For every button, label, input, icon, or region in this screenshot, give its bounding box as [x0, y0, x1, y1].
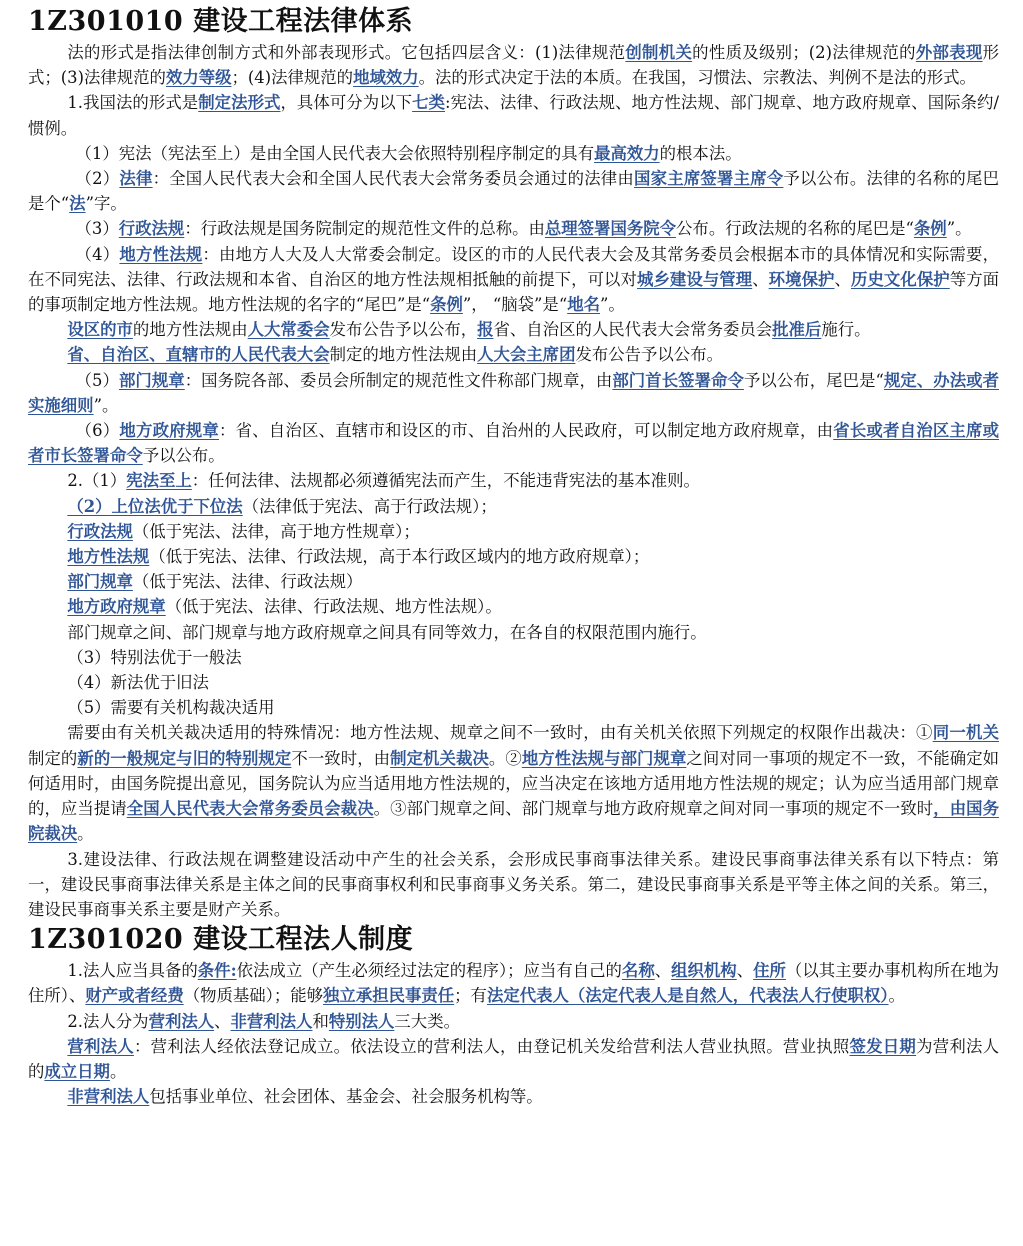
- text-run: 、: [834, 269, 851, 289]
- text-run: 。③部门规章之间、部门规章与地方政府规章之间对同一事项的规定不一致时: [373, 799, 934, 819]
- text-run: 的性质及级别；(2)法律规范的: [692, 43, 916, 62]
- paragraph: [28, 40, 999, 90]
- key-term: 地名: [567, 295, 600, 315]
- text-run: 予以公布，尾巴是“: [743, 370, 884, 390]
- key-term: 法律: [119, 169, 153, 189]
- text-run: （低于宪法、法律、行政法规）: [132, 572, 363, 592]
- text-run: （4）新法优于旧法: [67, 673, 209, 693]
- key-term: 签发日期: [849, 1036, 917, 1056]
- section-title: 1Z301010 建设工程法律体系: [28, 6, 414, 37]
- key-term: 七类: [412, 93, 446, 113]
- text-run: 和: [312, 1011, 329, 1031]
- text-run: （物质基础）；能够: [183, 986, 324, 1006]
- key-term: 成立日期: [44, 1061, 110, 1081]
- text-run: ”。: [93, 395, 119, 415]
- text-run: 1.法人应当具备的: [67, 961, 198, 981]
- paragraph: [28, 620, 999, 645]
- key-term: 设区的市: [67, 320, 133, 340]
- text-run: （法律低于宪法、高于行政法规）；: [242, 496, 497, 516]
- paragraph: [28, 594, 999, 619]
- key-term: 省、自治区、直辖市的人民代表大会: [67, 345, 330, 365]
- key-term: 历史文化保护: [850, 269, 950, 289]
- text-run: 制定的地方性法规由: [329, 345, 478, 365]
- text-run: ：由地方人大及人大常委会制定。设区的市的人民代表大会及其常务委员会根据本市的具体情况和实际需要，在不同宪法、法律、行政法规和本省、自治区的地方性法规相抵触的前提下，可以对: [28, 244, 1000, 289]
- key-term: 报: [477, 320, 494, 340]
- paragraph: [28, 1034, 999, 1084]
- key-term: 外部表现: [915, 43, 983, 62]
- key-term: 条例: [430, 295, 463, 315]
- paragraph: [28, 1084, 999, 1109]
- key-term: 行政法规: [67, 521, 133, 541]
- key-term: 国家主席签署主席令: [634, 169, 784, 189]
- text-run: ：国务院各部、委员会所制定的规范性文件称部门规章，由: [184, 370, 613, 390]
- key-term: 非营利法人: [230, 1011, 313, 1031]
- paragraph: [28, 544, 999, 569]
- text-run: （6）: [75, 421, 120, 441]
- text-run: 。: [109, 1061, 127, 1081]
- text-run: （3）特别法优于一般法: [67, 647, 242, 667]
- text-run: :宪法、法律、行政法规、地方性法规、部门规章、地方政府规章、国际条约/惯例。: [28, 93, 1000, 138]
- text-run: （以其主要办事机构所在地为住所）、: [28, 961, 1000, 1006]
- text-run: （5）需要有关机构裁决适用: [67, 698, 275, 718]
- text-run: 3.建设法律、行政法规在调整建设活动中产生的社会关系，会形成民事商事法律关系。建设民事商事法律关系有以下特点：第一，建设民事商事法律关系是主体之间的民事商事权利和民事商事义务关系。第二，建设民事商事关系是平等主体之间的关系。第三，建设民事商事关系主要是财产关系。: [28, 849, 999, 919]
- key-term: 组织机构: [671, 961, 737, 981]
- text-run: ：行政法规是国务院制定的规范性文件的总称。由: [184, 219, 545, 239]
- text-run: 、: [752, 269, 769, 289]
- text-run: ”。: [599, 295, 625, 315]
- key-term: 环境保护: [768, 269, 835, 289]
- paragraph: [28, 645, 999, 670]
- paragraph: [28, 468, 999, 493]
- text-run: 予以公布。: [142, 446, 225, 466]
- text-run: （2）: [75, 169, 120, 189]
- text-run: 。法的形式决定于法的本质。在我国，习惯法、宗教法、判例不是法的形式。: [418, 68, 976, 88]
- paragraph: [28, 695, 999, 720]
- text-run: （低于宪法、法律、行政法规、地方性法规）。: [165, 597, 502, 617]
- text-run: （低于宪法、法律，高于地方性规章）；: [132, 521, 420, 541]
- text-run: 。: [77, 824, 94, 844]
- text-run: 法的形式是指法律创制方式和外部表现形式。它包括四层含义：(1)法律规范: [67, 43, 626, 62]
- key-term: 人大会主席团: [477, 345, 576, 365]
- text-run: 等方面的事项制定地方性法规。地方性法规的名字的“尾巴”是“: [28, 269, 1000, 315]
- text-run: ：全国人民代表大会和全国人民代表大会常务委员会通过的法律由: [152, 169, 635, 189]
- text-run: 、: [654, 961, 672, 981]
- key-term: 制定法形式: [198, 93, 281, 113]
- key-term: 部门规章: [67, 572, 133, 592]
- text-run: 部门规章之间、部门规章与地方政府规章之间具有同等效力，在各自的权限范围内施行。: [67, 622, 707, 642]
- text-run: 之间对同一事项的规定不一致，不能确定如何适用时，由国务院提出意见，国务院认为应当适用地方性法规的，应当决定在该地方适用地方性法规的规定；认为应当适用部门规章的，应当提请: [28, 748, 1000, 819]
- text-run: 1.我国法的形式是: [67, 93, 199, 113]
- text-run: 需要由有关机关裁决适用的特殊情况：地方性法规、规章之间不一致时，由有关机关依照下列规定的权限作出裁决：①: [67, 723, 933, 743]
- text-run: 发布公告予以公布。: [575, 345, 723, 365]
- text-run: 依法成立（产生必须经过法定的程序）；应当有自己的: [236, 961, 622, 981]
- key-term: 总理签署国务院令: [544, 219, 677, 239]
- text-run: 的地方性法规由: [132, 320, 248, 340]
- key-term: （2）上位法优于下位法: [67, 496, 243, 516]
- key-term: 效力等级: [165, 68, 232, 88]
- key-term: 住所: [753, 961, 786, 981]
- text-run: 省、自治区的人民代表大会常务委员会: [493, 320, 773, 340]
- text-run: 公布。行政法规的名称的尾巴是“: [676, 219, 914, 239]
- key-term: 条例: [913, 219, 947, 239]
- text-run: 的根本法。: [659, 143, 742, 163]
- key-term: 省长或者自治区主席或者市长签署命令: [28, 421, 1000, 466]
- paragraph: [28, 317, 999, 342]
- key-term: 非营利法人: [67, 1087, 150, 1107]
- key-term: 同一机关: [932, 723, 1000, 743]
- text-run: ”字。: [85, 194, 127, 214]
- paragraph: [28, 418, 999, 468]
- text-run: ；有: [454, 986, 487, 1006]
- text-run: 发布公告予以公布，: [329, 320, 478, 340]
- paragraph: [28, 847, 999, 923]
- paragraph: [28, 216, 999, 241]
- paragraph: [28, 494, 999, 519]
- text-run: （3）: [75, 219, 119, 239]
- text-run: 。②: [488, 748, 522, 768]
- key-term: 宪法至上: [126, 471, 192, 491]
- text-run: ：任何法律、法规都必须遵循宪法而产生，不能违背宪法的基本准则。: [191, 471, 700, 491]
- key-term: 规定、办法或者实施细则: [28, 370, 1000, 415]
- text-run: 制定的: [28, 748, 78, 768]
- key-term: 最高效力: [594, 143, 660, 163]
- text-run: 。: [888, 986, 905, 1006]
- key-term: 特别法人: [328, 1011, 395, 1031]
- text-run: 形式；(3)法律规范的: [28, 43, 1000, 88]
- key-term: 地方性法规: [119, 244, 203, 264]
- paragraph: [28, 720, 999, 846]
- text-run: （低于宪法、法律、行政法规，高于本行政区域内的地方政府规章）；: [149, 547, 650, 567]
- paragraph: [28, 166, 999, 216]
- text-run: 、: [736, 961, 754, 981]
- key-term: 创制机关: [625, 43, 693, 62]
- key-term: 独立承担民事责任: [323, 986, 455, 1006]
- text-run: ：营利法人经依法登记成立。依法设立的营利法人，由登记机关发给营利法人营业执照。营业执照: [133, 1036, 850, 1056]
- key-term: 名称: [621, 961, 655, 981]
- text-run: ，具体可分为以下: [280, 93, 413, 113]
- paragraph: [28, 90, 999, 140]
- key-term: 新的一般规定与旧的特别规定: [77, 748, 292, 768]
- key-term: 地方政府规章: [119, 421, 219, 441]
- key-term: 人大常委会: [247, 320, 330, 340]
- key-term: 地方性法规: [67, 547, 150, 567]
- paragraph: [28, 342, 999, 367]
- paragraph: [28, 670, 999, 695]
- text-run: ”。: [946, 219, 972, 239]
- text-run: 施行。: [821, 320, 871, 340]
- key-term: 地方性法规与部门规章: [521, 748, 687, 768]
- key-term: ，由国务院裁决: [28, 799, 1000, 844]
- key-term: 城乡建设与管理: [636, 269, 753, 289]
- key-term: 法定代表人（法定代表人是自然人，代表法人行使职权）: [486, 986, 889, 1006]
- text-run: 、: [214, 1011, 231, 1031]
- key-term: 制定机关裁决: [390, 748, 489, 768]
- paragraph: [28, 242, 999, 318]
- key-term: 部门规章: [118, 370, 185, 390]
- text-run: ：省、自治区、直辖市和设区的市、自治州的人民政府，可以制定地方政府规章，由: [219, 421, 834, 441]
- paragraph: [28, 958, 999, 1008]
- paragraph: [28, 569, 999, 594]
- key-term: 财产或者经费: [85, 986, 184, 1006]
- text-run: 予以公布。法律的名称的尾巴是个“: [28, 169, 1000, 214]
- paragraph: [28, 368, 999, 418]
- text-run: 2.（1）: [67, 471, 127, 491]
- text-run: ”， “脑袋”是“: [462, 295, 568, 315]
- text-run: 三大类。: [394, 1011, 460, 1031]
- key-term: 地域效力: [353, 68, 419, 88]
- text-run: 2.法人分为: [67, 1011, 149, 1031]
- text-run: ；(4)法律规范的: [231, 68, 354, 88]
- key-term: 地方政府规章: [67, 597, 166, 617]
- text-run: （4）: [75, 244, 120, 264]
- text-run: （5）: [75, 370, 119, 390]
- text-run: 不一致时，由: [291, 748, 391, 768]
- key-term: 部门首长签署命令: [612, 370, 744, 390]
- key-term: 批准后: [772, 320, 822, 340]
- key-term: 营利法人: [67, 1036, 134, 1056]
- paragraph: [28, 1009, 999, 1034]
- text-run: （1）宪法（宪法至上）是由全国人民代表大会依照特别程序制定的具有: [75, 143, 595, 163]
- key-term: 条件:: [197, 961, 237, 981]
- paragraph: [28, 519, 999, 544]
- key-term: 营利法人: [148, 1011, 215, 1031]
- key-term: 法: [69, 194, 86, 214]
- section-title: 1Z301020 建设工程法人制度: [28, 924, 414, 956]
- key-term: 全国人民代表大会常务委员会裁决: [126, 799, 374, 819]
- text-run: 包括事业单位、社会团体、基金会、社会服务机构等。: [149, 1087, 543, 1107]
- text-run: 为营利法人的: [28, 1036, 1000, 1081]
- key-term: 行政法规: [118, 219, 185, 239]
- paragraph: [28, 141, 999, 166]
